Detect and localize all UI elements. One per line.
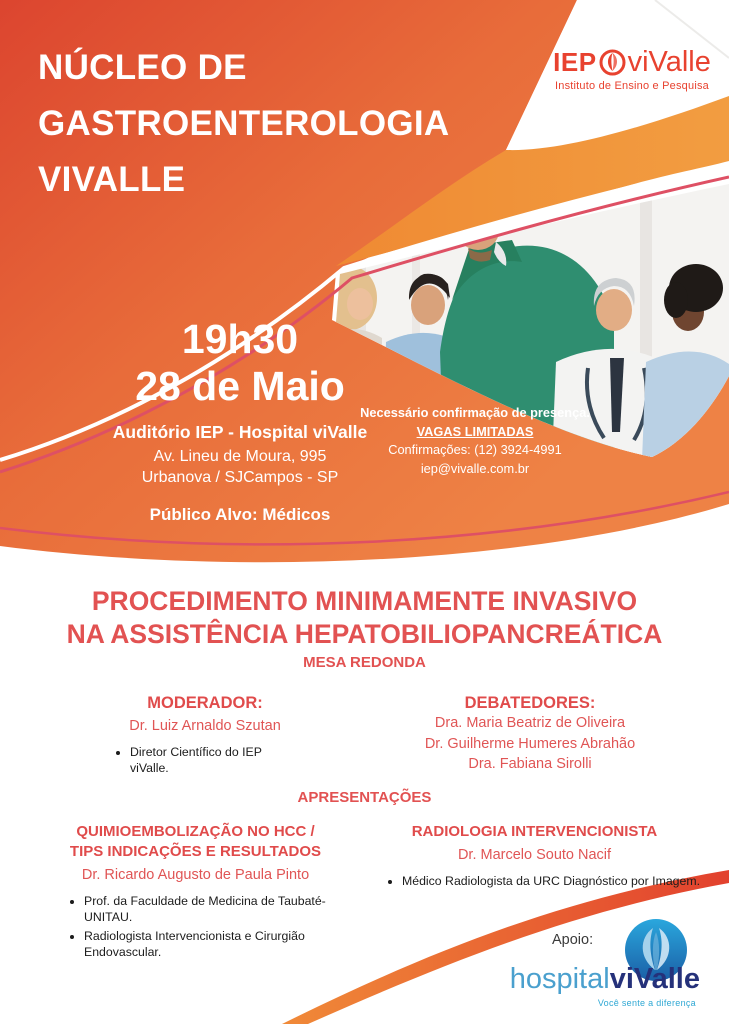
presentation2-title-line1: RADIOLOGIA INTERVENCIONISTA (411, 823, 658, 840)
hospital-vivalle-text: viValle (609, 963, 700, 995)
section-mesa-redonda: MESA REDONDA (303, 654, 426, 671)
debaters-block (380, 694, 680, 775)
page-title-line1: NÚCLEO DE (38, 48, 247, 87)
apoio-label: Apoio: (552, 932, 594, 948)
event-main-title (0, 585, 729, 651)
event-audience: Público Alvo: Médicos (149, 505, 331, 524)
iep-logo-subtitle: Instituto de Ensino e Pesquisa (555, 80, 709, 92)
presentation1-credential-item: • Prof. da Faculdade de Medicina de Taubaté-UNITAU. (84, 893, 339, 925)
presentation1-title (38, 822, 353, 862)
iep-logo-text: IEP (553, 47, 597, 77)
presentation2-credential-item: • Médico Radiologista da URC Diagnóstico por Imagem. (402, 873, 702, 889)
moderator-credential-item: • Diretor Científico do IEP viValle. (130, 744, 280, 776)
leaf-heart-icon (598, 48, 627, 77)
presentation1-speaker: Dr. Ricardo Augusto de Paula Pinto (81, 867, 310, 883)
section-apresentacoes: APRESENTAÇÕES (297, 789, 432, 806)
moderator-heading: MODERADOR: (147, 694, 263, 712)
presentation2-title (372, 822, 697, 842)
page-title-line3: VIVALLE (38, 160, 186, 199)
presentation1-block (38, 822, 353, 963)
presentation1-credentials (68, 893, 339, 960)
confirmation-note: Necessário confirmação de presença. (360, 405, 590, 420)
vivalle-logo-text: viValle (627, 46, 711, 78)
event-datetime-block (95, 316, 385, 525)
confirmation-email: iep@vivalle.com.br (420, 460, 530, 476)
iep-vivalle-logo (546, 46, 718, 92)
event-address (95, 446, 385, 488)
hospital-logo-tagline: Você sente a diferença (597, 998, 696, 1008)
confirmation-block (358, 404, 592, 478)
event-main-title-line1: PROCEDIMENTO MINIMAMENTE INVASIVO (91, 586, 638, 616)
limited-seats-note: VAGAS LIMITADAS (416, 423, 534, 439)
debaters-heading: DEBATEDORES: (464, 694, 596, 712)
presentation2-speaker: Dr. Marcelo Souto Nacif (457, 847, 612, 863)
hospital-vivalle-logo (500, 963, 700, 996)
moderator-name: Dr. Luiz Arnaldo Szutan (129, 718, 281, 734)
presentation1-credential-item: • Radiologista Intervencionista e Cirurgião Endovascular. (84, 928, 339, 960)
debater-name: Dr. Guilherme Humeres Abrahão (424, 735, 636, 752)
hospital-logo-text: hospital (509, 963, 610, 995)
presentation1-title-line1: QUIMIOEMBOLIZAÇÃO NO HCC / (76, 823, 315, 840)
debaters-names (380, 713, 680, 775)
event-date: 28 de Maio (135, 363, 345, 409)
presentation2-block (372, 822, 700, 892)
page-title-line2: GASTROENTEROLOGIA (38, 104, 450, 143)
event-time: 19h30 (181, 316, 299, 362)
page-title (38, 40, 498, 208)
moderator-credentials (114, 744, 280, 776)
confirmation-phone: Confirmações: (12) 3924-4991 (388, 442, 562, 457)
debater-name: Dra. Fabiana Sirolli (468, 756, 592, 772)
moderator-block (62, 694, 348, 779)
event-venue: Auditório IEP - Hospital viValle (112, 422, 368, 442)
presentation2-credentials (386, 873, 702, 889)
event-address-line1: Av. Lineu de Moura, 995 (153, 448, 327, 465)
debater-name: Dra. Maria Beatriz de Oliveira (434, 715, 626, 731)
event-main-title-line2: NA ASSISTÊNCIA HEPATOBILIOPANCREÁTICA (66, 619, 663, 649)
event-address-line2: Urbanova / SJCampos - SP (141, 469, 339, 486)
presentation1-title-line2: TIPS INDICAÇÕES E RESULTADOS (69, 843, 322, 860)
